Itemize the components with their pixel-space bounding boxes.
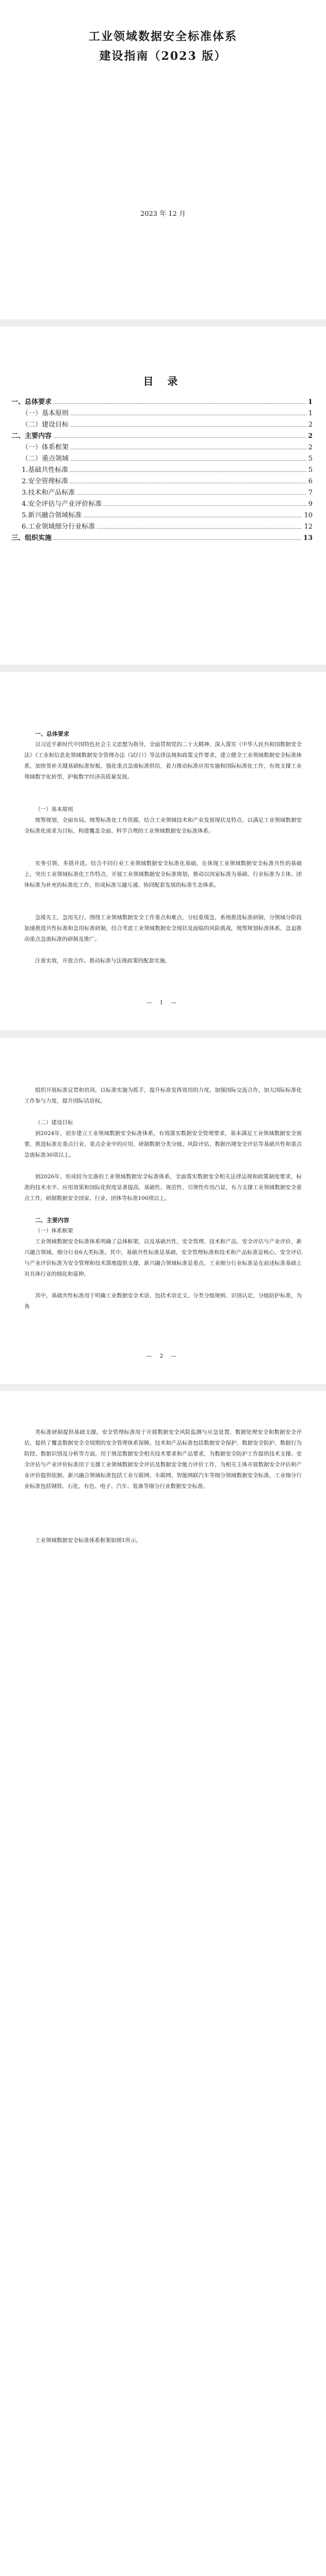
toc-entry[interactable] (11, 497, 313, 508)
page-separator (0, 665, 326, 672)
paragraph: 统筹规划，全面布局。统筹标准化工作资源，结合工业领域技术和产业发展现状及特点，以满足工业领域数据安全标准化需求为目标，构建覆盖全面、科学合理的工业领域数据安全标准体系。 (24, 817, 302, 834)
toc-page-number: 5 (308, 455, 313, 463)
toc-page-number: 2 (307, 432, 313, 440)
toc-page-number: 2 (308, 421, 313, 429)
page-number: — 1 — (146, 999, 180, 1006)
cover-date: 2023 年 12 月 (140, 210, 186, 218)
toc-entry[interactable] (11, 531, 313, 542)
toc-label: 二、主要内容 (11, 432, 52, 440)
toc-leader (70, 471, 306, 472)
toc-entry[interactable] (11, 463, 313, 474)
toc-leader (54, 403, 306, 404)
body-page-2 (0, 1038, 326, 1384)
toc-entry[interactable] (11, 485, 313, 497)
toc-entry[interactable] (11, 440, 313, 451)
toc-leader (54, 437, 306, 438)
toc-label: （二）建设目标 (22, 421, 69, 429)
toc-label: 4.安全评估与产业评价标准 (22, 500, 102, 508)
paragraph: 急缓先主，急用先行。围绕工业领域数据安全工作重点和难点，分轻重缓急，系统推进标准研制，分领域分阶段加速推进共性标准和急用标准研制，结合考虑工业领域数据安全现状及面临的风险挑战，统筹规划标准体系，急迫推动重点急需标准的研制及推广。 (24, 914, 302, 942)
page-separator (0, 319, 326, 327)
subsection-heading: （一）基本原则 (35, 806, 73, 812)
toc-entry[interactable] (11, 406, 313, 417)
paragraph: 其中，基础共性标准用于明确工业数据安全术语、包括术语定义、分类分级规则、识别认定、分级防护标准，为各 (24, 1293, 302, 1310)
paragraph: 组织开展标准宣贯和培训，以标准实施为抓手，提升标准发挥效用的力度，加强国际交流合作，加大国际标准化工作参与力度，提升国际话语权。 (24, 1087, 302, 1104)
toc-label: 5.新兴融合领域标准 (22, 512, 82, 519)
toc-label: （一）体系框架 (22, 444, 69, 451)
toc-entry[interactable] (11, 519, 313, 531)
paragraph: 注重实效，开放合作。推动标准与法规政策的配套实施， (35, 958, 171, 964)
toc-page (0, 327, 326, 665)
toc-heading: 目 录 (143, 375, 183, 387)
toc-leader (71, 460, 306, 461)
toc-label: （二）重点领域 (22, 455, 69, 463)
paragraph: 到2026年，形成较为完备的工业领域数据安全标准体系，全面落实数据安全相关法律法规和政策制度要求，标准的技术水平、应用效果和国际化程度显著提高，基础性、规范性、引领性作用凸显，有力支撑工业领域数据安全重点工作，研制数据安全国家、行业、团体等标准100项以上。 (24, 1174, 302, 1201)
toc-leader (54, 539, 301, 540)
paragraph: 以习近平新时代中国特色社会主义思想为指导，全面贯彻党的二十大精神，深入落实《中华人民共和国数据安全法》《工业和信息化领域数据安全管理办法（试行）》等法律法规和政策文件要求，建立健全工业领域数据安全标准体系，加快签补关键基础标准短板，强化重点急需标准供给，着力推动标准应用实施和国际标准化工作，有效支撑工业领域数字化转型，护航数字经济高质量发展。 (24, 741, 302, 780)
toc-entry[interactable] (11, 474, 313, 485)
toc-leader (71, 426, 306, 427)
subsection-heading: （二）建设目标 (35, 1120, 73, 1126)
page-separator (0, 1384, 326, 1391)
toc-label: 一、总体要求 (11, 398, 52, 406)
paragraph: 类标准研制提供基础支撑。安全管理标准用于开展数据安全风险监测与应急处置、数据处理安全和数据安全评估，提供了覆盖数据安全全周期的安全管理体系保障。技术和产品标准包括数据安全保护、数据安全防护、数据行为防控、数据识别及分析等方面，用于规范数据安全相关技术要求和产品要求，为数据安全防护工作提供技术支撑。安全评估与产业评价标准用于支撑工业领域数据安全评估及数据安全能力评价工作，为相关主体开展数据安全评估和产业评价提供依据。新兴融合领域标准包括工业互联网、车联网、智能网联汽车等细分领域数据安全标准，工业细分行业标准包括钢铁、石化、有色、电子、汽车、装备等细分行业数据安全标准。 (24, 1429, 302, 1489)
toc-entry[interactable] (11, 429, 313, 440)
section-heading: 一、总体要求 (35, 731, 69, 737)
section-heading: 二、主要内容 (35, 1217, 69, 1224)
toc-label: 三、组织实施 (11, 534, 52, 542)
body-page-1 (0, 672, 326, 1030)
toc-label: 2.安全管理标准 (22, 478, 69, 485)
page-number: — 2 — (146, 1353, 180, 1359)
toc-page-number: 10 (304, 512, 313, 519)
paragraph: 工业领域数据安全标准体系明确了总体框架，以及基础共性、安全管理、技术和产品、安全评估与产业评价、新兴融合领域、细分行业6大类标准。其中，基础共性标准是基础，安全管理标准和技术和产品标准是核心，安全评估与产业评价标准为安全管理和技术落地提供支撑，新兴融合领域标准是重点，工业细分行业标准是在前述标准基础上对具体行业的细化和延伸。 (24, 1239, 302, 1277)
cover-title-line1: 工业领域数据安全标准体系 (88, 30, 237, 43)
body-page-3 (0, 1391, 326, 2576)
toc-page-number: 13 (303, 534, 313, 542)
toc-leader (104, 505, 306, 506)
toc-page-number: 1 (307, 398, 313, 406)
toc-entry[interactable] (11, 395, 313, 406)
toc-label: 1.基础共性标准 (22, 466, 69, 474)
subsection-heading: （一）体系框架 (35, 1228, 73, 1234)
toc-label: 3.技术和产品标准 (22, 489, 75, 497)
toc-page-number: 6 (308, 478, 313, 485)
paragraph: 实务引领，多措并进。结合不同行业工业领域数据安全标准化基础，在体现工业领域数据安全标准共性的基础上，突出工业领域标准化工作特点，开展工业领域数据安全标准规划，推动以国家标准为基础、行业标准为主体、团体标准为补充的标准化工作，形成标准互融互通、协同配套发展的标准生态体系。 (24, 860, 302, 888)
paragraph: 工业领域数据安全标准体系框架如图1所示。 (35, 1537, 142, 1544)
page-separator (0, 1030, 326, 1038)
toc-leader (77, 494, 306, 495)
paragraph: 到2024年，初步建立工业领域数据安全标准体系，有效落实数据安全管理要求，基本满足工业领域数据安全需要，推进标准在重点行业、重点企业中的应用，研制数据分类分级、风险评估、数据出境安全评估等基础共性和重点急需标准30项以上。 (24, 1130, 302, 1158)
toc-entry[interactable] (11, 508, 313, 519)
toc-entry[interactable] (11, 451, 313, 463)
cover-title-line2: 建设指南（2023 版） (99, 49, 227, 63)
cover-page (0, 0, 326, 319)
toc-page-number: 1 (308, 410, 313, 417)
toc-leader (97, 528, 302, 529)
toc-page-number: 9 (308, 500, 313, 508)
toc-label: （一）基本原则 (22, 410, 69, 417)
toc-label: 6.工业领域细分行业标准 (22, 523, 95, 531)
toc-page-number: 12 (304, 523, 313, 531)
toc-page-number: 7 (308, 489, 313, 497)
toc-page-number: 5 (308, 466, 313, 474)
toc-entry[interactable] (11, 417, 313, 429)
toc-page-number: 2 (308, 444, 313, 451)
